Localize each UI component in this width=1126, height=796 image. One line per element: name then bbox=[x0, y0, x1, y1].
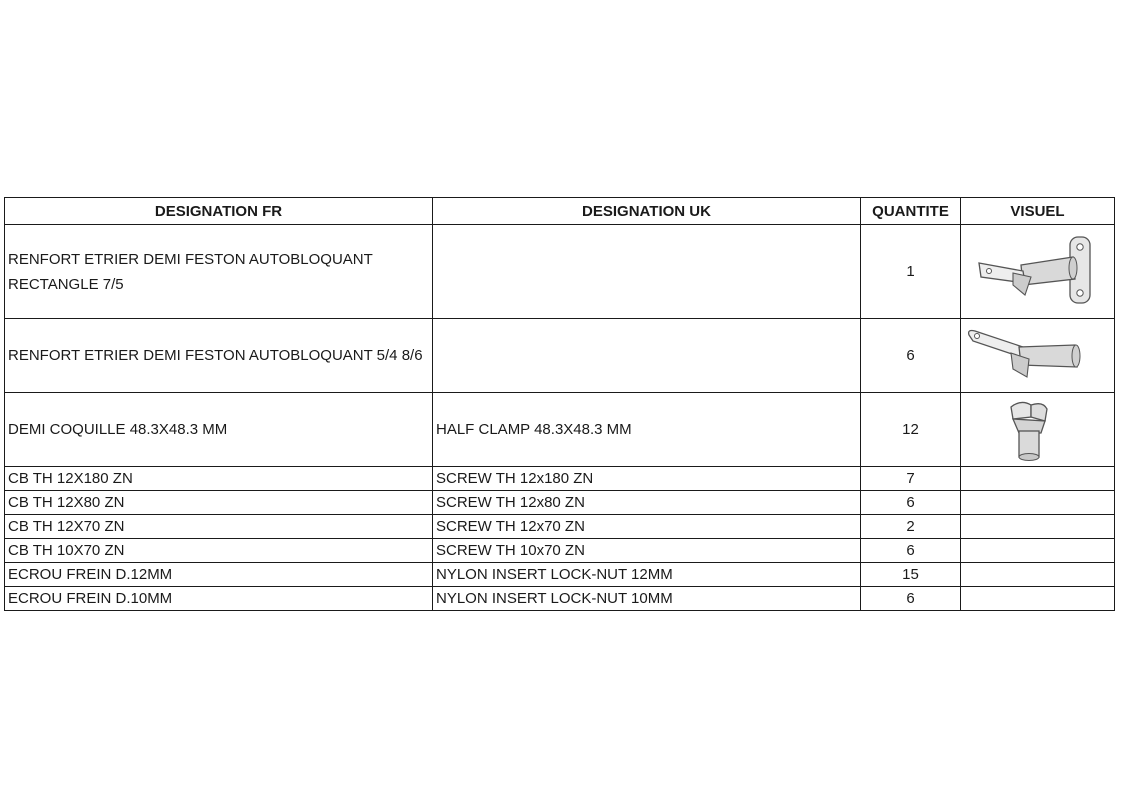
cell-visuel bbox=[961, 393, 1115, 467]
table-row bbox=[5, 539, 1115, 563]
header-designation-uk: DESIGNATION UK bbox=[433, 198, 861, 225]
cell-quantite: 12 bbox=[861, 393, 961, 467]
cell-designation-uk: NYLON INSERT LOCK-NUT 10MM bbox=[433, 587, 861, 611]
cell-designation-fr: CB TH 12X70 ZN bbox=[5, 515, 433, 539]
cell-designation-uk: SCREW TH 12x180 ZN bbox=[433, 467, 861, 491]
table-row bbox=[5, 515, 1115, 539]
cell-designation-fr: CB TH 12X80 ZN bbox=[5, 491, 433, 515]
table-row bbox=[5, 467, 1115, 491]
table-row bbox=[5, 491, 1115, 515]
cell-designation-fr: CB TH 12X180 ZN bbox=[5, 467, 433, 491]
cell-designation-fr: ECROU FREIN D.10MM bbox=[5, 587, 433, 611]
cell-visuel bbox=[961, 225, 1115, 319]
cell-designation-uk: SCREW TH 12x70 ZN bbox=[433, 515, 861, 539]
cell-quantite: 7 bbox=[861, 467, 961, 491]
cell-quantite: 1 bbox=[861, 225, 961, 319]
cell-designation-uk bbox=[433, 319, 861, 393]
table-row bbox=[5, 319, 1115, 393]
table-row bbox=[5, 393, 1115, 467]
cell-quantite: 6 bbox=[861, 539, 961, 563]
cell-visuel bbox=[961, 467, 1115, 491]
table-row bbox=[5, 587, 1115, 611]
cell-quantite: 6 bbox=[861, 491, 961, 515]
cell-designation-uk: HALF CLAMP 48.3X48.3 MM bbox=[433, 393, 861, 467]
cell-designation-fr: RENFORT ETRIER DEMI FESTON AUTOBLOQUANT 5/4 8/6 bbox=[5, 319, 433, 393]
cell-designation-uk: SCREW TH 10x70 ZN bbox=[433, 539, 861, 563]
cell-visuel bbox=[961, 491, 1115, 515]
bracket-tube-icon bbox=[961, 319, 1115, 392]
cell-designation-fr: DEMI COQUILLE 48.3X48.3 MM bbox=[5, 393, 433, 467]
cell-designation-uk bbox=[433, 225, 861, 319]
cell-quantite: 6 bbox=[861, 587, 961, 611]
cell-visuel bbox=[961, 539, 1115, 563]
cell-visuel bbox=[961, 515, 1115, 539]
cell-designation-uk: SCREW TH 12x80 ZN bbox=[433, 491, 861, 515]
table-row bbox=[5, 225, 1115, 319]
cell-designation-fr: RENFORT ETRIER DEMI FESTON AUTOBLOQUANT RECTANGLE 7/5 bbox=[5, 225, 433, 319]
cell-designation-fr: ECROU FREIN D.12MM bbox=[5, 563, 433, 587]
header-designation-fr: DESIGNATION FR bbox=[5, 198, 433, 225]
cell-quantite: 6 bbox=[861, 319, 961, 393]
header-visuel: VISUEL bbox=[961, 198, 1115, 225]
cell-visuel bbox=[961, 587, 1115, 611]
half-clamp-icon bbox=[961, 393, 1115, 466]
table-row bbox=[5, 563, 1115, 587]
cell-designation-uk: NYLON INSERT LOCK-NUT 12MM bbox=[433, 563, 861, 587]
cell-designation-fr: CB TH 10X70 ZN bbox=[5, 539, 433, 563]
bracket-flange-icon bbox=[961, 225, 1115, 318]
parts-table bbox=[4, 197, 1115, 611]
cell-quantite: 15 bbox=[861, 563, 961, 587]
header-row bbox=[5, 198, 1115, 225]
header-quantite: QUANTITE bbox=[861, 198, 961, 225]
cell-visuel bbox=[961, 319, 1115, 393]
cell-quantite: 2 bbox=[861, 515, 961, 539]
cell-visuel bbox=[961, 563, 1115, 587]
